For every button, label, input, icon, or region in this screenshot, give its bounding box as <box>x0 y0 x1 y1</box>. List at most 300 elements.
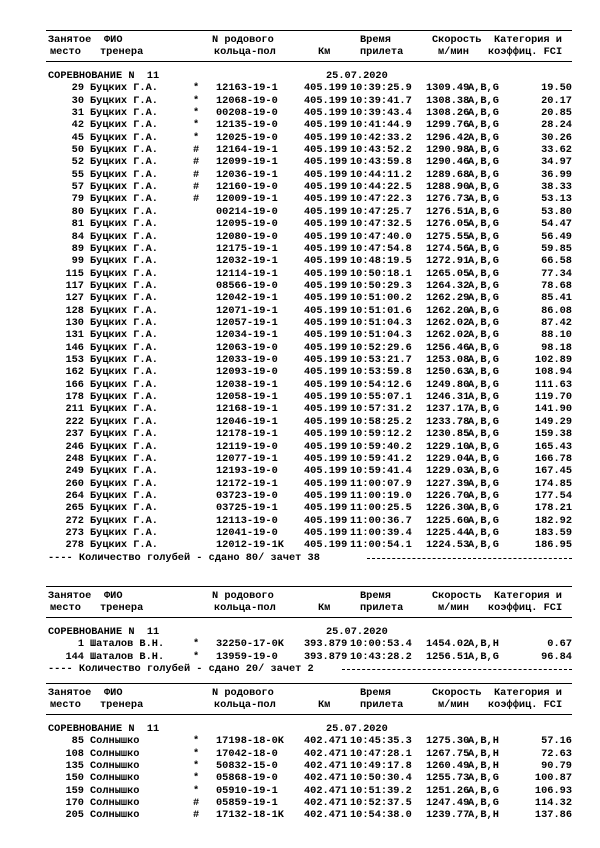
speed-cell: 1224.53 <box>426 539 470 551</box>
table-row <box>0 502 600 514</box>
header-category-label: Категория и <box>494 34 562 46</box>
category-cell: A,B,G <box>468 539 499 551</box>
coef-cell: 38.33 <box>541 181 572 193</box>
speed-cell: 1276.51 <box>426 206 470 218</box>
coef-cell: 57.16 <box>541 735 572 747</box>
category-cell: A,B,G <box>468 772 499 784</box>
km-cell: 405.199 <box>304 441 348 453</box>
km-cell: 405.199 <box>304 354 348 366</box>
header-time-label: Время <box>360 687 391 699</box>
trainer-cell: Буцких Г.А. <box>90 515 158 527</box>
ring-cell: 12164-19-1 <box>216 144 278 156</box>
ring-cell: 05868-19-0 <box>216 772 278 784</box>
table-row <box>0 342 600 354</box>
time-cell: 10:43:52.2 <box>350 144 412 156</box>
trainer-cell: Буцких Г.А. <box>90 193 158 205</box>
time-cell: 10:51:00.2 <box>350 292 412 304</box>
place-cell: 264 <box>65 490 84 502</box>
trainer-cell: Буцких Г.А. <box>90 95 158 107</box>
mark-cell: # <box>193 181 200 193</box>
coef-cell: 177.54 <box>534 490 572 502</box>
coef-cell: 28.24 <box>541 119 572 131</box>
category-cell: A,B,G <box>468 416 499 428</box>
category-cell: A,B,G <box>468 342 499 354</box>
trainer-cell: Буцких Г.А. <box>90 305 158 317</box>
trainer-cell: Солнышко <box>90 760 140 772</box>
trainer-cell: Шаталов В.Н. <box>90 638 165 650</box>
table-row <box>0 231 600 243</box>
header-km-label: Км <box>318 699 331 711</box>
coef-cell: 141.90 <box>534 403 572 415</box>
mark-cell: * <box>193 748 200 760</box>
place-cell: 150 <box>65 772 84 784</box>
km-cell: 405.199 <box>304 539 348 551</box>
km-cell: 405.199 <box>304 379 348 391</box>
trainer-cell: Буцких Г.А. <box>90 478 158 490</box>
time-cell: 10:44:11.2 <box>350 169 412 181</box>
place-cell: 45 <box>71 132 84 144</box>
table-row <box>0 206 600 218</box>
coef-cell: 114.32 <box>534 797 572 809</box>
mark-cell: * <box>193 119 200 131</box>
category-cell: A,B,H <box>468 809 499 821</box>
coef-cell: 108.94 <box>534 366 572 378</box>
competition-label: СОРЕВНОВАНИЕ N 11 <box>48 723 160 735</box>
km-cell: 405.199 <box>304 255 348 267</box>
speed-cell: 1264.32 <box>426 280 470 292</box>
table-row <box>0 181 600 193</box>
header-time-label: Время <box>360 590 391 602</box>
ring-cell: 12077-19-1 <box>216 453 278 465</box>
ring-cell: 50832-15-0 <box>216 760 278 772</box>
coef-cell: 119.70 <box>534 391 572 403</box>
km-cell: 405.199 <box>304 465 348 477</box>
header-ring-label: N родового <box>212 34 274 46</box>
table-row <box>0 329 600 341</box>
speed-cell: 1229.04 <box>426 453 470 465</box>
place-cell: 84 <box>71 231 84 243</box>
ring-cell: 12178-19-1 <box>216 428 278 440</box>
trainer-cell: Буцких Г.А. <box>90 82 158 94</box>
time-cell: 11:00:19.0 <box>350 490 412 502</box>
coef-cell: 34.97 <box>541 156 572 168</box>
mark-cell: # <box>193 193 200 205</box>
header-bottom-rule <box>46 61 572 62</box>
ring-cell: 12175-19-1 <box>216 243 278 255</box>
speed-cell: 1454.02 <box>426 638 470 650</box>
table-row <box>0 651 600 663</box>
table-row <box>0 527 600 539</box>
time-cell: 11:00:07.9 <box>350 478 412 490</box>
trainer-cell: Буцких Г.А. <box>90 441 158 453</box>
coef-cell: 106.93 <box>534 785 572 797</box>
table-row <box>0 453 600 465</box>
place-cell: 260 <box>65 478 84 490</box>
speed-cell: 1275.30 <box>426 735 470 747</box>
table-row <box>0 772 600 784</box>
place-cell: 81 <box>71 218 84 230</box>
category-cell: A,B,G <box>468 478 499 490</box>
speed-cell: 1247.49 <box>426 797 470 809</box>
header-place-label-2: место <box>50 46 81 58</box>
competition-date: 25.07.2020 <box>326 70 388 82</box>
km-cell: 405.199 <box>304 416 348 428</box>
category-cell: A,B,G <box>468 243 499 255</box>
km-cell: 402.471 <box>304 760 348 772</box>
speed-cell: 1296.42 <box>426 132 470 144</box>
header-category-label-2: коэффиц. FCI <box>488 699 563 711</box>
km-cell: 405.199 <box>304 502 348 514</box>
km-cell: 405.199 <box>304 305 348 317</box>
speed-cell: 1262.02 <box>426 329 470 341</box>
speed-cell: 1267.75 <box>426 748 470 760</box>
mark-cell: # <box>193 169 200 181</box>
category-cell: A,B,G <box>468 292 499 304</box>
category-cell: A,B,G <box>468 797 499 809</box>
time-cell: 10:59:40.2 <box>350 441 412 453</box>
category-cell: A,B,G <box>468 82 499 94</box>
category-cell: A,B,G <box>468 502 499 514</box>
coef-cell: 20.85 <box>541 107 572 119</box>
time-cell: 10:47:28.1 <box>350 748 412 760</box>
km-cell: 405.199 <box>304 107 348 119</box>
speed-cell: 1290.98 <box>426 144 470 156</box>
place-cell: 131 <box>65 329 84 341</box>
header-time-label: Время <box>360 34 391 46</box>
place-cell: 128 <box>65 305 84 317</box>
time-cell: 10:59:41.2 <box>350 453 412 465</box>
ring-cell: 12172-19-1 <box>216 478 278 490</box>
ring-cell: 12068-19-0 <box>216 95 278 107</box>
speed-cell: 1226.70 <box>426 490 470 502</box>
place-cell: 80 <box>71 206 84 218</box>
km-cell: 393.879 <box>304 651 348 663</box>
speed-cell: 1229.03 <box>426 465 470 477</box>
ring-cell: 12193-19-0 <box>216 465 278 477</box>
ring-cell: 12113-19-0 <box>216 515 278 527</box>
ring-cell: 17132-18-1K <box>216 809 284 821</box>
ring-cell: 12114-19-1 <box>216 268 278 280</box>
category-cell: A,B,G <box>468 785 499 797</box>
trainer-cell: Буцких Г.А. <box>90 132 158 144</box>
km-cell: 402.471 <box>304 772 348 784</box>
speed-cell: 1256.51 <box>426 651 470 663</box>
trainer-cell: Солнышко <box>90 809 140 821</box>
speed-cell: 1251.26 <box>426 785 470 797</box>
category-cell: A,B,G <box>468 490 499 502</box>
mark-cell: # <box>193 809 200 821</box>
header-category-label-2: коэффиц. FCI <box>488 602 563 614</box>
time-cell: 10:52:37.5 <box>350 797 412 809</box>
header-name-label-2: тренера <box>100 602 144 614</box>
ring-cell: 03725-19-1 <box>216 502 278 514</box>
header-top-rule <box>46 30 572 31</box>
header-ring-label-2: кольца-пол <box>214 602 276 614</box>
category-cell: A,B,G <box>468 119 499 131</box>
trainer-cell: Буцких Г.А. <box>90 292 158 304</box>
table-row <box>0 354 600 366</box>
table-row <box>0 169 600 181</box>
category-cell: A,B,G <box>468 181 499 193</box>
coef-cell: 19.50 <box>541 82 572 94</box>
km-cell: 393.879 <box>304 638 348 650</box>
km-cell: 405.199 <box>304 329 348 341</box>
header-km-label: Км <box>318 46 331 58</box>
km-cell: 405.199 <box>304 144 348 156</box>
trainer-cell: Буцких Г.А. <box>90 268 158 280</box>
category-cell: A,B,G <box>468 441 499 453</box>
header-place-label: Занятое <box>48 34 92 46</box>
km-cell: 405.199 <box>304 169 348 181</box>
time-cell: 10:47:22.3 <box>350 193 412 205</box>
coef-cell: 53.80 <box>541 206 572 218</box>
table-row <box>0 748 600 760</box>
time-cell: 10:39:25.9 <box>350 82 412 94</box>
trainer-cell: Буцких Г.А. <box>90 206 158 218</box>
km-cell: 405.199 <box>304 243 348 255</box>
time-cell: 10:51:39.2 <box>350 785 412 797</box>
speed-cell: 1290.46 <box>426 156 470 168</box>
time-cell: 10:50:18.1 <box>350 268 412 280</box>
table-row <box>0 403 600 415</box>
table-row <box>0 132 600 144</box>
mark-cell: # <box>193 797 200 809</box>
coef-cell: 137.86 <box>534 809 572 821</box>
km-cell: 405.199 <box>304 119 348 131</box>
speed-cell: 1249.80 <box>426 379 470 391</box>
km-cell: 402.471 <box>304 797 348 809</box>
trainer-cell: Буцких Г.А. <box>90 218 158 230</box>
ring-cell: 12099-19-1 <box>216 156 278 168</box>
km-cell: 405.199 <box>304 132 348 144</box>
km-cell: 405.199 <box>304 478 348 490</box>
coef-cell: 72.63 <box>541 748 572 760</box>
header-ring-label: N родового <box>212 687 274 699</box>
coef-cell: 183.59 <box>534 527 572 539</box>
time-cell: 10:54:38.0 <box>350 809 412 821</box>
summary-line <box>0 552 600 564</box>
header-row-2 <box>0 46 600 58</box>
km-cell: 405.199 <box>304 403 348 415</box>
ring-cell: 12034-19-1 <box>216 329 278 341</box>
coef-cell: 96.84 <box>541 651 572 663</box>
time-cell: 11:00:36.7 <box>350 515 412 527</box>
trainer-cell: Буцких Г.А. <box>90 354 158 366</box>
time-cell: 10:51:01.6 <box>350 305 412 317</box>
category-cell: A,B,G <box>468 428 499 440</box>
km-cell: 405.199 <box>304 181 348 193</box>
coef-cell: 98.18 <box>541 342 572 354</box>
header-category-label: Категория и <box>494 590 562 602</box>
table-row <box>0 539 600 551</box>
time-cell: 10:47:54.8 <box>350 243 412 255</box>
category-cell: A,B,G <box>468 169 499 181</box>
speed-cell: 1262.29 <box>426 292 470 304</box>
header-ring-label-2: кольца-пол <box>214 46 276 58</box>
mark-cell: * <box>193 760 200 772</box>
table-row <box>0 391 600 403</box>
trainer-cell: Буцких Г.А. <box>90 107 158 119</box>
ring-cell: 12058-19-1 <box>216 391 278 403</box>
time-cell: 10:43:28.2 <box>350 651 412 663</box>
coef-cell: 111.63 <box>534 379 572 391</box>
km-cell: 402.471 <box>304 809 348 821</box>
speed-cell: 1255.73 <box>426 772 470 784</box>
time-cell: 10:00:53.4 <box>350 638 412 650</box>
trainer-cell: Буцких Г.А. <box>90 465 158 477</box>
km-cell: 405.199 <box>304 82 348 94</box>
header-place-label: Занятое <box>48 687 92 699</box>
coef-cell: 165.43 <box>534 441 572 453</box>
trainer-cell: Буцких Г.А. <box>90 428 158 440</box>
ring-cell: 08566-19-0 <box>216 280 278 292</box>
category-cell: A,B,G <box>468 144 499 156</box>
table-row <box>0 193 600 205</box>
ring-cell: 12012-19-1K <box>216 539 284 551</box>
table-row <box>0 490 600 502</box>
mark-cell: # <box>193 144 200 156</box>
table-row <box>0 478 600 490</box>
table-row <box>0 218 600 230</box>
speed-cell: 1309.49 <box>426 82 470 94</box>
speed-cell: 1276.05 <box>426 218 470 230</box>
ring-cell: 12057-19-1 <box>216 317 278 329</box>
category-cell: A,B,G <box>468 527 499 539</box>
category-cell: A,B,G <box>468 206 499 218</box>
speed-cell: 1246.31 <box>426 391 470 403</box>
header-place-label: Занятое <box>48 590 92 602</box>
mark-cell: * <box>193 735 200 747</box>
table-row <box>0 441 600 453</box>
header-top-rule <box>46 586 572 587</box>
place-cell: 144 <box>65 651 84 663</box>
trainer-cell: Буцких Г.А. <box>90 490 158 502</box>
header-name-label: ФИО <box>104 687 123 699</box>
table-row <box>0 735 600 747</box>
km-cell: 405.199 <box>304 218 348 230</box>
header-km-label: Км <box>318 602 331 614</box>
place-cell: 108 <box>65 748 84 760</box>
coef-cell: 86.08 <box>541 305 572 317</box>
mark-cell: * <box>193 638 200 650</box>
km-cell: 402.471 <box>304 735 348 747</box>
speed-cell: 1260.49 <box>426 760 470 772</box>
trainer-cell: Буцких Г.А. <box>90 255 158 267</box>
place-cell: 115 <box>65 268 84 280</box>
ring-cell: 13959-19-0 <box>216 651 278 663</box>
coef-cell: 186.95 <box>534 539 572 551</box>
trainer-cell: Буцких Г.А. <box>90 119 158 131</box>
trainer-cell: Буцких Г.А. <box>90 169 158 181</box>
ring-cell: 12163-19-1 <box>216 82 278 94</box>
speed-cell: 1225.44 <box>426 527 470 539</box>
time-cell: 10:53:59.8 <box>350 366 412 378</box>
table-row <box>0 797 600 809</box>
table-row <box>0 416 600 428</box>
time-cell: 10:48:19.5 <box>350 255 412 267</box>
trainer-cell: Шаталов В.Н. <box>90 651 165 663</box>
header-time-label-2: прилета <box>360 699 404 711</box>
speed-cell: 1226.30 <box>426 502 470 514</box>
coef-cell: 85.41 <box>541 292 572 304</box>
speed-cell: 1288.90 <box>426 181 470 193</box>
speed-cell: 1274.56 <box>426 243 470 255</box>
ring-cell: 12042-19-1 <box>216 292 278 304</box>
coef-cell: 53.13 <box>541 193 572 205</box>
category-cell: A,B,G <box>468 379 499 391</box>
place-cell: 42 <box>71 119 84 131</box>
header-row-1 <box>0 687 600 699</box>
place-cell: 273 <box>65 527 84 539</box>
competition-date: 25.07.2020 <box>326 723 388 735</box>
km-cell: 405.199 <box>304 453 348 465</box>
place-cell: 30 <box>71 95 84 107</box>
ring-cell: 12095-19-0 <box>216 218 278 230</box>
ring-cell: 17198-18-0K <box>216 735 284 747</box>
ring-cell: 03723-19-0 <box>216 490 278 502</box>
header-time-label-2: прилета <box>360 46 404 58</box>
mark-cell: * <box>193 95 200 107</box>
mark-cell: * <box>193 772 200 784</box>
time-cell: 10:45:35.3 <box>350 735 412 747</box>
trainer-cell: Солнышко <box>90 772 140 784</box>
category-cell: A,B,G <box>468 453 499 465</box>
place-cell: 166 <box>65 379 84 391</box>
place-cell: 31 <box>71 107 84 119</box>
trainer-cell: Солнышко <box>90 785 140 797</box>
category-cell: A,B,G <box>468 317 499 329</box>
table-row <box>0 107 600 119</box>
place-cell: 52 <box>71 156 84 168</box>
km-cell: 405.199 <box>304 206 348 218</box>
category-cell: A,B,G <box>468 403 499 415</box>
time-cell: 11:00:39.4 <box>350 527 412 539</box>
time-cell: 10:59:41.4 <box>350 465 412 477</box>
header-name-label: ФИО <box>104 590 123 602</box>
speed-cell: 1256.46 <box>426 342 470 354</box>
km-cell: 405.199 <box>304 193 348 205</box>
trainer-cell: Буцких Г.А. <box>90 280 158 292</box>
table-row <box>0 95 600 107</box>
time-cell: 10:59:12.2 <box>350 428 412 440</box>
time-cell: 10:47:32.5 <box>350 218 412 230</box>
table-row <box>0 366 600 378</box>
ring-cell: 12080-19-0 <box>216 231 278 243</box>
time-cell: 10:44:22.5 <box>350 181 412 193</box>
km-cell: 405.199 <box>304 366 348 378</box>
mark-cell: * <box>193 82 200 94</box>
category-cell: A,B,H <box>468 760 499 772</box>
speed-cell: 1308.38 <box>426 95 470 107</box>
competition-line <box>0 723 600 735</box>
place-cell: 211 <box>65 403 84 415</box>
header-speed-label-2: м/мин <box>438 602 469 614</box>
place-cell: 159 <box>65 785 84 797</box>
time-cell: 10:52:29.6 <box>350 342 412 354</box>
speed-cell: 1275.55 <box>426 231 470 243</box>
coef-cell: 149.29 <box>534 416 572 428</box>
coef-cell: 59.85 <box>541 243 572 255</box>
coef-cell: 78.68 <box>541 280 572 292</box>
speed-cell: 1308.26 <box>426 107 470 119</box>
trainer-cell: Буцких Г.А. <box>90 231 158 243</box>
header-category-label: Категория и <box>494 687 562 699</box>
place-cell: 85 <box>71 735 84 747</box>
time-cell: 11:00:54.1 <box>350 539 412 551</box>
header-speed-label-2: м/мин <box>438 46 469 58</box>
header-bottom-rule <box>46 714 572 715</box>
km-cell: 405.199 <box>304 156 348 168</box>
